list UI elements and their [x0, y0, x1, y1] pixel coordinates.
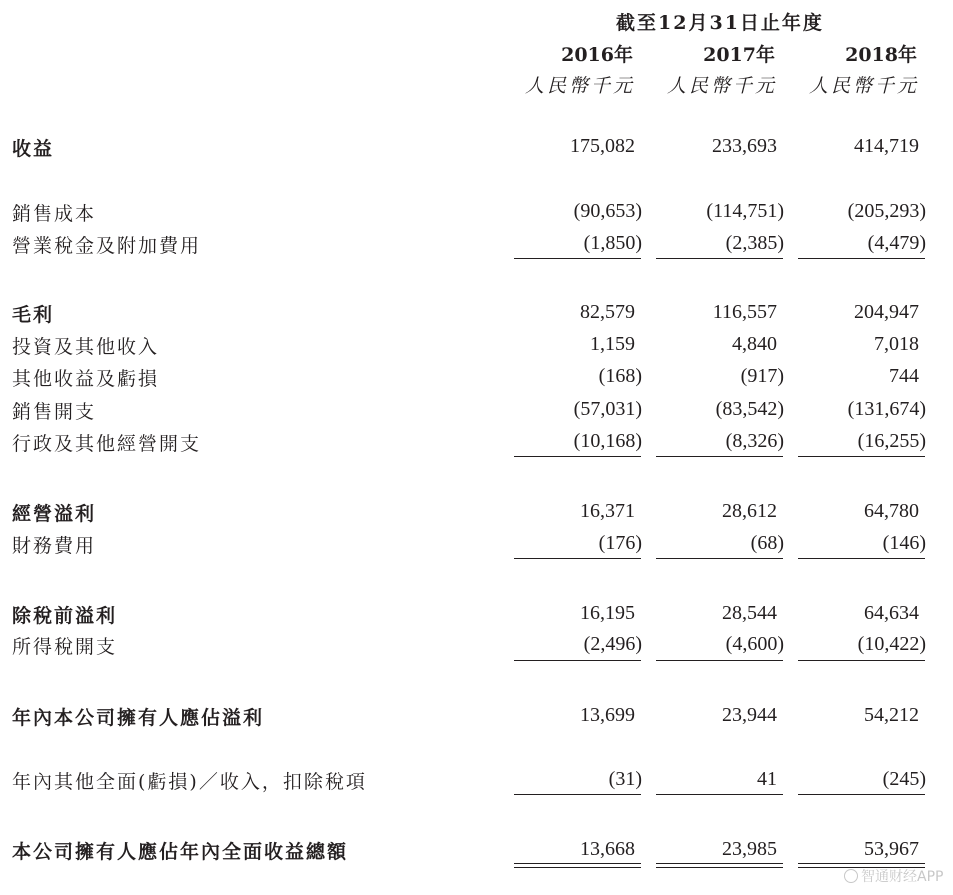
- row-label-business-tax: 營業稅金及附加費用: [12, 235, 202, 257]
- unit-header-2018: 人民幣千元: [808, 75, 919, 97]
- subtotal-rule: [656, 660, 783, 661]
- row-label-total-comprehensive: 本公司擁有人應佔年內全面收益總額: [12, 841, 349, 863]
- row-label-admin-expenses: 行政及其他經營開支: [12, 433, 202, 455]
- cell-value: 64,634: [864, 602, 919, 624]
- row-label-other-comprehensive: 年內其他全面(虧損)／收入，扣除稅項: [12, 771, 367, 793]
- subtotal-rule: [514, 794, 641, 795]
- cell-value: (57,031): [573, 398, 642, 420]
- cell-value: 13,668: [580, 838, 635, 860]
- cell-value: (10,422): [857, 633, 926, 655]
- cell-value: 54,212: [864, 704, 919, 726]
- cell-value: (83,542): [715, 398, 784, 420]
- cell-value: (4,600): [725, 633, 784, 655]
- subtotal-rule: [798, 456, 925, 457]
- subtotal-rule: [656, 258, 783, 259]
- cell-value: 41: [757, 768, 777, 790]
- subtotal-rule: [514, 258, 641, 259]
- subtotal-rule: [656, 456, 783, 457]
- cell-value: (917): [740, 365, 784, 387]
- cell-value: 28,612: [722, 500, 777, 522]
- cell-value: (2,496): [583, 633, 642, 655]
- cell-value: (146): [882, 532, 926, 554]
- row-label-operating-profit: 經營溢利: [12, 503, 97, 525]
- year-header-2018: 2018年: [845, 44, 917, 66]
- subtotal-rule: [798, 794, 925, 795]
- year-header-2016: 2016年: [561, 44, 633, 66]
- cell-value: 64,780: [864, 500, 919, 522]
- subtotal-rule: [798, 558, 925, 559]
- total-double-rule: [656, 863, 783, 868]
- cell-value: (16,255): [857, 430, 926, 452]
- subtotal-rule: [798, 660, 925, 661]
- cell-value: 28,544: [722, 602, 777, 624]
- subtotal-rule: [656, 558, 783, 559]
- cell-value: 16,371: [580, 500, 635, 522]
- cell-value: (245): [882, 768, 926, 790]
- cell-value: 233,693: [712, 135, 777, 157]
- cell-value: (176): [598, 532, 642, 554]
- subtotal-rule: [656, 794, 783, 795]
- row-label-revenue: 收益: [12, 138, 55, 160]
- row-label-finance-costs: 財務費用: [12, 535, 97, 557]
- cell-value: (68): [750, 532, 784, 554]
- cell-value: (4,479): [867, 232, 926, 254]
- unit-header-2017: 人民幣千元: [666, 75, 777, 97]
- cell-value: (2,385): [725, 232, 784, 254]
- cell-value: 204,947: [854, 301, 919, 323]
- watermark: [844, 866, 943, 886]
- cell-value: (31): [608, 768, 642, 790]
- subtotal-rule: [514, 558, 641, 559]
- cell-value: 23,944: [722, 704, 777, 726]
- cell-value: 82,579: [580, 301, 635, 323]
- year-header-2017: 2017年: [703, 44, 775, 66]
- cell-value: (205,293): [847, 200, 926, 222]
- watermark-logo-icon: [844, 869, 858, 883]
- row-label-profit-before-tax: 除稅前溢利: [12, 605, 118, 627]
- unit-header-2016: 人民幣千元: [524, 75, 635, 97]
- cell-value: (90,653): [573, 200, 642, 222]
- cell-value: 7,018: [874, 333, 919, 355]
- period-header: 截至12月31日止年度: [616, 12, 824, 34]
- subtotal-rule: [514, 660, 641, 661]
- cell-value: 1,159: [590, 333, 635, 355]
- row-label-selling-expenses: 銷售開支: [12, 401, 97, 423]
- cell-value: (114,751): [706, 200, 784, 222]
- cell-value: (8,326): [725, 430, 784, 452]
- cell-value: (1,850): [583, 232, 642, 254]
- row-label-gross-profit: 毛利: [12, 304, 55, 326]
- cell-value: (10,168): [573, 430, 642, 452]
- subtotal-rule: [798, 258, 925, 259]
- cell-value: (168): [598, 365, 642, 387]
- row-label-other-gains-losses: 其他收益及虧損: [12, 368, 160, 390]
- cell-value: 16,195: [580, 602, 635, 624]
- cell-value: 53,967: [864, 838, 919, 860]
- watermark-text: 智通财经APP: [861, 869, 944, 885]
- cell-value: 13,699: [580, 704, 635, 726]
- cell-value: 116,557: [712, 301, 777, 323]
- row-label-cost-of-sales: 銷售成本: [12, 203, 97, 225]
- subtotal-rule: [514, 456, 641, 457]
- cell-value: 175,082: [570, 135, 635, 157]
- cell-value: 4,840: [732, 333, 777, 355]
- cell-value: (131,674): [847, 398, 926, 420]
- total-double-rule: [514, 863, 641, 868]
- cell-value: 23,985: [722, 838, 777, 860]
- row-label-income-tax: 所得稅開支: [12, 636, 118, 658]
- row-label-other-income: 投資及其他收入: [12, 336, 160, 358]
- cell-value: 414,719: [854, 135, 919, 157]
- row-label-profit-attributable: 年內本公司擁有人應佔溢利: [12, 707, 265, 729]
- cell-value: 744: [889, 365, 919, 387]
